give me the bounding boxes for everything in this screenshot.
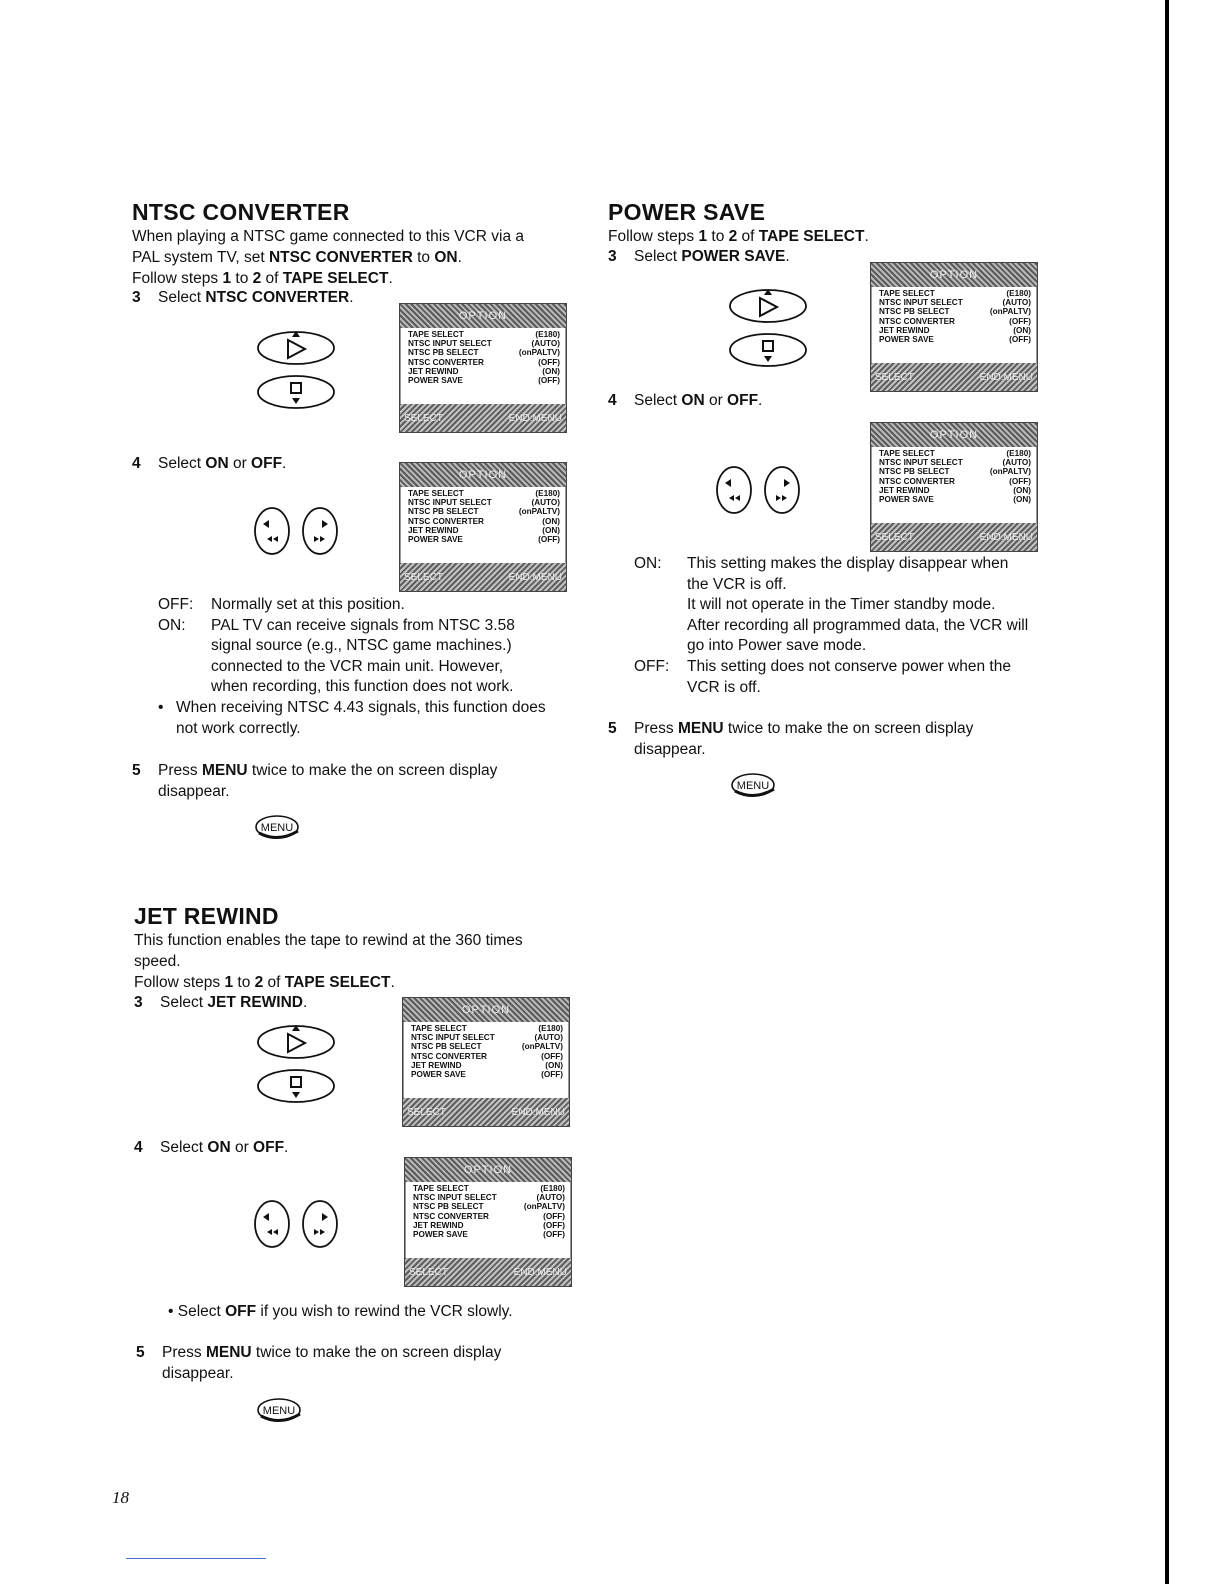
up-down-buttons-icon — [256, 1022, 336, 1108]
up-down-buttons-icon — [256, 328, 336, 414]
osd-row: TAPE SELECT (E180) — [408, 489, 560, 498]
up-down-buttons-icon — [728, 286, 808, 372]
rewind-forward-buttons-icon — [712, 464, 804, 516]
osd-row: JET REWIND (ON) — [411, 1060, 563, 1070]
power-osd-screen-2: OPTION TAPE SELECT (E180) NTSC INPUT SELECT (AUTO) NTSC PB SELECT (onPALTV) NTSC CONVERTER (OFF) JET REWIND (ON) POWER SAVE (ON) SELECT END:MENU — [870, 422, 1038, 552]
power-save-title: POWER SAVE — [608, 199, 766, 225]
osd-row: POWER SAVE (ON) — [879, 495, 1031, 505]
osd-row: JET REWIND (ON) — [879, 325, 1031, 335]
power-follow-steps: Follow steps 1 to 2 of TAPE SELECT. — [608, 228, 869, 245]
svg-text:MENU: MENU — [262, 1405, 296, 1417]
osd-row: NTSC INPUT SELECT (AUTO) — [408, 339, 560, 349]
osd-row: JET REWIND (ON) — [879, 485, 1031, 495]
osd-row: NTSC PB SELECT (onPALTV) — [411, 1042, 563, 1052]
jet-osd-screen-1: OPTION TAPE SELECT (E180) NTSC INPUT SELECT (AUTO) NTSC PB SELECT (onPALTV) NTSC CONVERTER (OFF) JET REWIND (ON) POWER SAVE (OFF) SELECT END:MENU — [402, 997, 570, 1127]
osd-row: NTSC CONVERTER (OFF) — [408, 357, 560, 367]
jet-rewind-section — [134, 902, 523, 993]
osd-row: TAPE SELECT (E180) — [408, 330, 560, 339]
ntsc-follow-steps: Follow steps 1 to 2 of TAPE SELECT. — [132, 270, 393, 287]
osd-row: TAPE SELECT (E180) — [411, 1024, 563, 1033]
ntsc-intro-line1: When playing a NTSC game connected to this VCR via a — [132, 228, 524, 245]
svg-text:MENU: MENU — [260, 822, 294, 834]
osd-row: POWER SAVE (OFF) — [879, 335, 1031, 345]
osd-row: JET REWIND (OFF) — [413, 1220, 565, 1230]
jet-step-5: 5 Press MENU twice to make the on screen display disappear. — [136, 1344, 502, 1382]
power-step-5: 5 Press MENU twice to make the on screen display disappear. — [608, 720, 974, 758]
osd-row: NTSC INPUT SELECT (AUTO) — [408, 498, 560, 508]
osd-row: JET REWIND (ON) — [408, 366, 560, 376]
jet-step-4: 4 Select ON or OFF. — [134, 1139, 289, 1156]
jet-bullet-note: • Select OFF if you wish to rewind the VCR slowly. — [168, 1303, 513, 1320]
ntsc-step-4: 4 Select ON or OFF. — [132, 455, 287, 472]
osd-row: NTSC INPUT SELECT (AUTO) — [879, 458, 1031, 468]
osd-row: NTSC CONVERTER (OFF) — [879, 316, 1031, 326]
ntsc-options-description: OFF: Normally set at this position. ON: PAL TV can receive signals from NTSC 3.58 signal source (e.g., NTSC game machines.) connected to the VCR main unit. However, when recording, this function does not work. • When receiving NTSC 4.43 signals, this function does not work correctly. — [158, 596, 546, 737]
jet-intro-line1: This function enables the tape to rewind at the 360 times — [134, 932, 523, 949]
osd-row: TAPE SELECT (E180) — [413, 1184, 565, 1193]
osd-row: POWER SAVE (OFF) — [408, 376, 560, 386]
osd-row: POWER SAVE (OFF) — [411, 1070, 563, 1080]
ntsc-step-3: 3 Select NTSC CONVERTER. — [132, 289, 354, 306]
power-save-section — [608, 198, 869, 247]
osd-row: TAPE SELECT (E180) — [879, 289, 1031, 298]
ntsc-intro-line2: PAL system TV, set NTSC CONVERTER to ON. — [132, 249, 462, 266]
osd-row: NTSC INPUT SELECT (AUTO) — [879, 298, 1031, 308]
page-number: 18 — [112, 1488, 129, 1507]
osd-row: JET REWIND (ON) — [408, 525, 560, 535]
osd-row: NTSC CONVERTER (OFF) — [411, 1051, 563, 1061]
rewind-forward-buttons-icon — [250, 1198, 342, 1250]
osd-row: NTSC PB SELECT (onPALTV) — [408, 348, 560, 358]
ntsc-step-5: 5 Press MENU twice to make the on screen display disappear. — [132, 762, 498, 800]
osd-row: NTSC CONVERTER (OFF) — [413, 1211, 565, 1221]
footer-rule — [126, 1558, 266, 1559]
jet-intro-line2: speed. — [134, 953, 181, 970]
osd-row: NTSC PB SELECT (onPALTV) — [879, 307, 1031, 317]
ntsc-converter-title: NTSC CONVERTER — [132, 199, 350, 225]
jet-osd-screen-2: OPTION TAPE SELECT (E180) NTSC INPUT SELECT (AUTO) NTSC PB SELECT (onPALTV) NTSC CONVERTER (OFF) JET REWIND (OFF) POWER SAVE (OFF) SELECT END:MENU — [404, 1157, 572, 1287]
osd-row: NTSC CONVERTER (OFF) — [879, 476, 1031, 486]
svg-text:MENU: MENU — [736, 780, 770, 792]
osd-row: NTSC PB SELECT (onPALTV) — [408, 507, 560, 517]
osd-row: NTSC INPUT SELECT (AUTO) — [411, 1033, 563, 1043]
menu-button-icon — [256, 1398, 304, 1424]
jet-follow-steps: Follow steps 1 to 2 of TAPE SELECT. — [134, 974, 395, 991]
power-step-3: 3 Select POWER SAVE. — [608, 248, 790, 265]
rewind-forward-buttons-icon — [250, 505, 342, 557]
power-step-4: 4 Select ON or OFF. — [608, 392, 763, 409]
ntsc-osd-screen-1: OPTION TAPE SELECT (E180) NTSC INPUT SELECT (AUTO) NTSC PB SELECT (onPALTV) NTSC CONVERTER (OFF) JET REWIND (ON) POWER SAVE (OFF) SELECT END:MENU — [399, 303, 567, 433]
osd-row: NTSC CONVERTER (ON) — [408, 516, 560, 526]
jet-rewind-title: JET REWIND — [134, 903, 279, 929]
page-edge-rule — [1165, 0, 1169, 1584]
osd-row: NTSC PB SELECT (onPALTV) — [879, 467, 1031, 477]
menu-button-icon — [254, 815, 302, 841]
osd-title: OPTION — [400, 304, 566, 328]
menu-button-icon — [730, 773, 778, 799]
ntsc-converter-section — [132, 198, 524, 289]
jet-step-3: 3 Select JET REWIND. — [134, 994, 308, 1011]
osd-row: NTSC PB SELECT (onPALTV) — [413, 1202, 565, 1212]
osd-row: POWER SAVE (OFF) — [413, 1230, 565, 1240]
ntsc-osd-screen-2: OPTION TAPE SELECT (E180) NTSC INPUT SELECT (AUTO) NTSC PB SELECT (onPALTV) NTSC CONVERTER (ON) JET REWIND (ON) POWER SAVE (OFF) SELECT END:MENU — [399, 462, 567, 592]
power-osd-screen-1: OPTION TAPE SELECT (E180) NTSC INPUT SELECT (AUTO) NTSC PB SELECT (onPALTV) NTSC CONVERTER (OFF) JET REWIND (ON) POWER SAVE (OFF) SELECT END:MENU — [870, 262, 1038, 392]
osd-row: TAPE SELECT (E180) — [879, 449, 1031, 458]
power-options-description: ON: This setting makes the display disappear when the VCR is off. It will not operate in the Timer standby mode. After recording all programmed data, the VCR will go into Power save mode. OFF: This setting does not conserve power when the VCR is off. — [634, 555, 1029, 696]
osd-row: NTSC INPUT SELECT (AUTO) — [413, 1193, 565, 1203]
osd-row: POWER SAVE (OFF) — [408, 535, 560, 545]
